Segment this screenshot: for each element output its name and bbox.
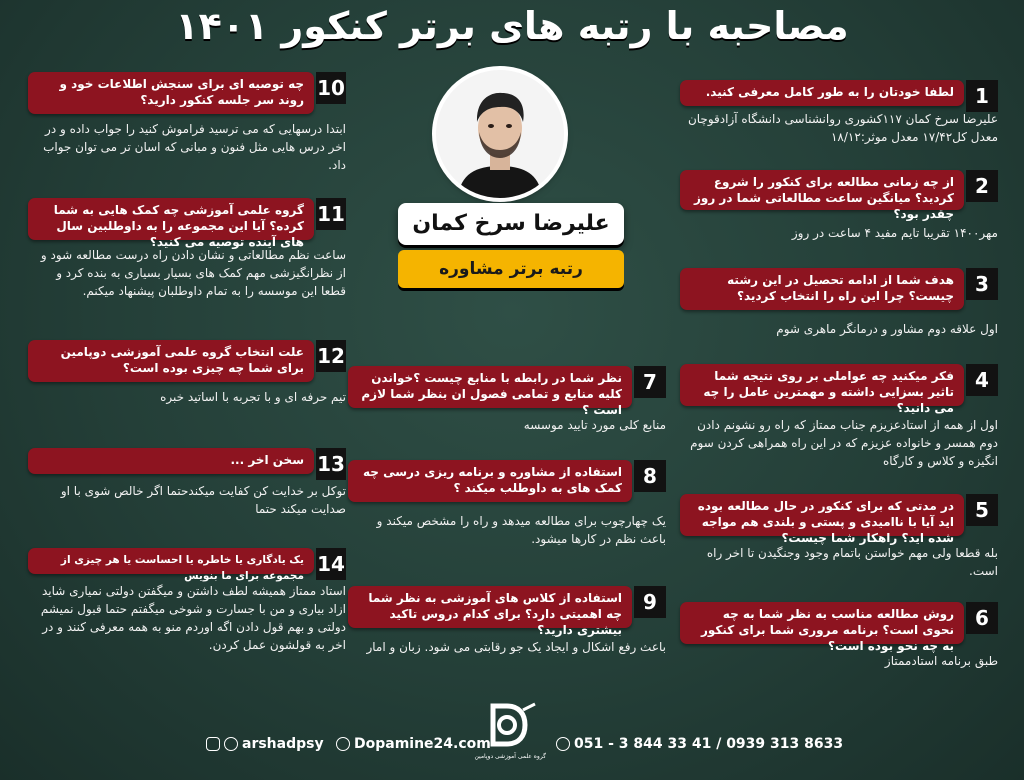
question-box: چه توصیه ای برای سنجش اطلاعات خود و روند سر جلسه کنکور دارید؟ <box>28 72 314 114</box>
qa-item-11 <box>28 198 346 308</box>
question-number: 10 <box>316 72 346 104</box>
qa-item-10 <box>28 72 346 182</box>
qa-item-3 <box>680 268 998 340</box>
phone-numbers[interactable] <box>556 734 843 754</box>
question-number: 1 <box>966 80 998 112</box>
person-portrait-icon <box>436 70 564 198</box>
telegram-icon <box>224 737 238 751</box>
qa-item-6 <box>680 602 998 672</box>
question-number: 8 <box>634 460 666 492</box>
phone-icon <box>556 737 570 751</box>
answer-text: ساعت نظم مطالعاتی و نشان دادن راه درست مطالعه شود و از نظرانگیزشی مهم کمک های بسیار بسیاری به بنده کرد و قطعا این موسسه را به تمام داوطلبان پیشنهاد میکنم. <box>40 248 346 298</box>
profile-name: علیرضا سرخ کمان <box>398 203 624 245</box>
question-box: علت انتخاب گروه علمی آموزشی دوپامین برای شما چه چیزی بوده است؟ <box>28 340 314 382</box>
instagram-text: arshadpsy <box>242 736 324 752</box>
dopamine-logo <box>474 702 546 776</box>
question-box: فکر میکنید چه عواملی بر روی نتیجه شما تاثیر بسزایی داشته و مهمترین عامل را چه می دانید؟ <box>680 364 964 406</box>
qa-item-9 <box>348 586 666 686</box>
question-number: 13 <box>316 448 346 480</box>
question-box: هدف شما از ادامه تحصیل در این رشته چیست؟ چرا این راه را انتخاب کردید؟ <box>680 268 964 310</box>
globe-icon <box>336 737 350 751</box>
answer-text: اول از همه از استادعزیزم جناب ممتاز که راه رو نشونم دادن دوم همسر و خانواده عزیزم که در این راه همراهی کردن سوم انگیزه و کلاس و کارگاه <box>690 418 998 468</box>
question-number: 7 <box>634 366 666 398</box>
question-number: 9 <box>634 586 666 618</box>
answer-text: استاد ممتاز همیشه لطف داشتن و میگفتن دولتی نمیاری شاید ازاد بیاری و من با جسارت و شوخی میگفتم حتما قبول نمیشم دولتی و بهم قول دادن اگه اوردم منو به همه معرفی کنند و در اخر به قولشون عمل کردن. <box>40 584 346 652</box>
answer-text: طبق برنامه استادممتاز <box>884 654 998 668</box>
question-box: نظر شما در رابطه با منابع چیست ؟خواندن کلیه منابع و تمامی فصول ان بنظر شما لازم است ؟ <box>348 366 632 408</box>
question-box: لطفا خودتان را به طور کامل معرفی کنید. <box>680 80 964 106</box>
answer-text: مهر۱۴۰۰ تقریبا تایم مفید ۴ ساعت در روز <box>791 226 998 240</box>
qa-item-2 <box>680 170 998 250</box>
phone-text: 051 - 3 844 33 41 / 0939 313 8633 <box>574 736 844 752</box>
answer-text: اول علاقه دوم مشاور و درمانگر ماهری شوم <box>776 322 998 336</box>
question-box: استفاده از کلاس های آموزشی به نظر شما چه اهمیتی دارد؟ برای کدام دروس تاکید بیشتری دارید؟ <box>348 586 632 628</box>
question-number: 6 <box>966 602 998 634</box>
qa-item-5 <box>680 494 998 580</box>
answer-text: منابع کلی مورد تایید موسسه <box>523 418 666 432</box>
question-box: گروه علمی آموزشی چه کمک هایی به شما کرده؟ آیا این مجموعه را به داوطلبین سال های آینده توصیه می کنید؟ <box>28 198 314 240</box>
question-box: استفاده از مشاوره و برنامه ریزی درسی چه کمک های به داوطلب میکند ؟ <box>348 460 632 502</box>
question-number: 11 <box>316 198 346 230</box>
question-box: سخن اخر ... <box>28 448 314 474</box>
rank-badge: رتبه برتر مشاوره <box>398 250 624 288</box>
question-number: 3 <box>966 268 998 300</box>
question-number: 2 <box>966 170 998 202</box>
instagram-handle[interactable] <box>206 734 324 754</box>
logo-caption: گروه علمی آموزشی دوپامین <box>474 753 546 760</box>
qa-item-7 <box>348 366 666 436</box>
instagram-icon <box>206 737 220 751</box>
website-text: Dopamine24.com <box>354 736 491 752</box>
qa-item-13 <box>28 448 346 528</box>
question-number: 12 <box>316 340 346 372</box>
question-number: 14 <box>316 548 346 580</box>
question-box: روش مطالعه مناسب به نظر شما به چه نحوی است؟ برنامه مروری شما برای کنکور به چه نحو بوده است؟ <box>680 602 964 644</box>
website-link[interactable] <box>336 734 491 754</box>
question-box: یک یادگاری یا خاطره یا احساست یا هر چیزی از مجموعه برای ما بنویس <box>28 548 314 574</box>
qa-item-12 <box>28 340 346 420</box>
question-box: در مدتی که برای کنکور در حال مطالعه بوده اید آیا با ناامیدی و پستی و بلندی هم مواجه شده اید؟ راهکار شما چیست؟ <box>680 494 964 536</box>
answer-text: تیم حرفه ای و با تجربه با اساتید خبره <box>160 390 346 404</box>
question-number: 5 <box>966 494 998 526</box>
footer <box>0 702 1024 780</box>
qa-item-1 <box>680 80 998 160</box>
answer-text: توکل بر خدایت کن کفایت میکندحتما اگر خالص شوی با او صدایت میکند حتما <box>60 484 346 516</box>
qa-item-4 <box>680 364 998 474</box>
answer-text: یک چهارچوب برای مطالعه میدهد و راه را مشخص میکند و باعث نظم در کارها میشود. <box>376 514 666 546</box>
answer-text: ابتدا درسهایی که می ترسید فراموش کنید را جواب داده و در اخر درس هایی مثل فنون و مبانی که اسان تر می توان جواب داد. <box>43 122 346 172</box>
page-title: مصاحبه با رتبه های برتر کنکور ۱۴۰۱ <box>175 4 849 48</box>
answer-text: باعث رفع اشکال و ایجاد یک جو رقابتی می شود. زبان و امار <box>366 640 666 654</box>
dopamine-logo-icon <box>485 702 539 748</box>
question-box: از چه زمانی مطالعه برای کنکور را شروع کردید؟ میانگین ساعت مطالعاتی شما در روز چقدر بود؟ <box>680 170 964 210</box>
profile-photo <box>436 70 564 198</box>
answer-text: بله قطعا ولی مهم خواستن باتمام وجود وجنگیدن تا اخر راه است. <box>706 546 998 578</box>
answer-text: علیرضا سرخ کمان ۱۱۷کشوری روانشناسی دانشگاه آزادقوچان معدل کل۱۷/۴۲ معدل موثر:۱۸/۱۲ <box>687 112 998 144</box>
qa-item-8 <box>348 460 666 560</box>
qa-item-14 <box>28 548 346 668</box>
question-number: 4 <box>966 364 998 396</box>
